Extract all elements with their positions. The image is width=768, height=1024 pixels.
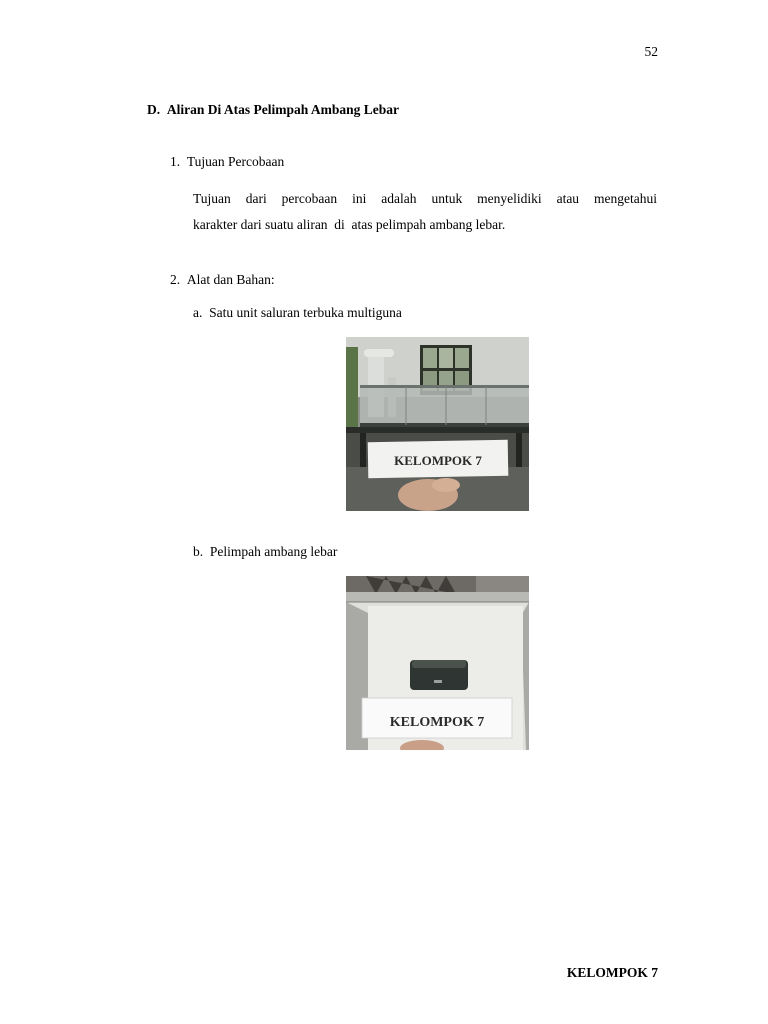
sub-item-b [193,544,337,560]
item-1-heading [170,154,284,170]
item-1-title: Tujuan Percobaan [186,154,285,169]
section-title: Aliran Di Atas Pelimpah Ambang Lebar [166,102,400,117]
section-label: D. [147,102,161,117]
footer-group-label: KELOMPOK 7 [566,965,658,980]
section-heading [147,102,399,118]
photo-b-sign-text: KELOMPOK 7 [389,715,485,730]
item-2-number: 2. [170,272,181,287]
item-2-heading [170,272,275,288]
paragraph-line-2: karakter dari suatu aliran di atas pelimpah ambang lebar. [193,217,506,232]
photo-a-sign-text: KELOMPOK 7 [394,453,482,468]
sub-item-b-text: Pelimpah ambang lebar [209,544,338,559]
item-1-number: 1. [170,154,181,169]
photo-open-channel-flume [346,337,529,511]
photo-flume-image [346,337,529,511]
sub-item-a [193,305,402,321]
photo-broad-crested-weir [346,576,529,750]
sub-item-a-text: Satu unit saluran terbuka multiguna [209,305,402,320]
paragraph-line-1: Tujuan dari percobaan ini adalah untuk menyelidiki atau mengetahui [193,191,657,206]
photo-weir-image [346,576,529,750]
sub-item-a-letter: a. [193,305,203,320]
page-number: 52 [644,44,658,59]
item-2-title: Alat dan Bahan: [186,272,275,287]
item-1-paragraph [193,186,657,238]
sub-item-b-letter: b. [193,544,204,559]
